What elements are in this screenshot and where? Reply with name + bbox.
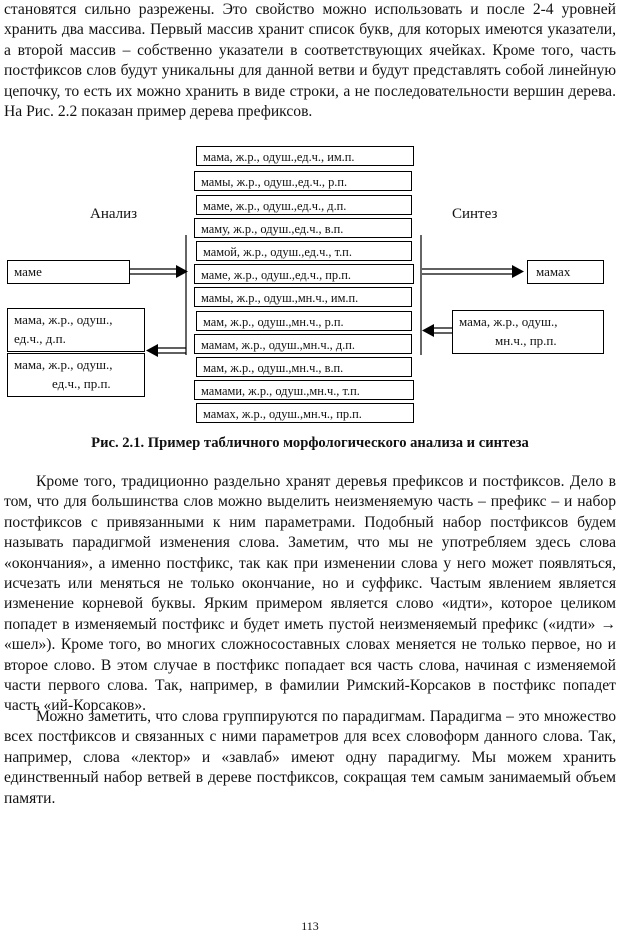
table-row: мамой, ж.р., одуш.,ед.ч., т.п. (196, 241, 412, 261)
arrow-input-to-table (130, 265, 188, 278)
table-row: мамы, ж.р., одуш.,ед.ч., р.п. (194, 171, 412, 191)
synthesis-input-box: мама, ж.р., одуш., мн.ч., пр.п. (452, 310, 604, 354)
table-row: мама, ж.р., одуш.,ед.ч., им.п. (196, 146, 414, 166)
analysis-result-box-1: мама, ж.р., одуш., ед.ч., д.п. (7, 308, 145, 352)
arrow-table-to-output (422, 265, 524, 278)
table-row: маме, ж.р., одуш.,ед.ч., пр.п. (194, 264, 414, 284)
synthesis-output-box: мамах (527, 260, 604, 284)
label-analysis: Анализ (90, 206, 138, 222)
body-paragraph-3: Можно заметить, что слова группируются по парадигмам. Парадигма – это множество всех постфиксов и связанных с ними параметров для всех словоформ данного слова. Так, например, слова «лектор» и «завлаб» имеют одну парадигму. Мы можем хранить единственный набор ветвей в дереве постфиксов, сокращая тем самым занимаемый объем памяти. (4, 708, 616, 807)
table-row: мамами, ж.р., одуш.,мн.ч., т.п. (194, 380, 414, 400)
table-row: маму, ж.р., одуш.,ед.ч., в.п. (194, 218, 412, 238)
page-number: 113 (301, 919, 319, 933)
table-row: маме, ж.р., одуш.,ед.ч., д.п. (196, 195, 412, 215)
body-paragraph-2: Кроме того, традиционно раздельно хранят деревья префиксов и постфиксов. Дело в том, что для большинства слов можно выделить неизменяемую часть – префикс – и набор постфиксов с привязанными к ним параметрами. Подобный набор постфиксов будем называть парадигмой изменения слова. Заметим, что мы не употребляем здесь слова «окончания», а именно постфикс, так как при изменении слова у него может появляться, исчезать или меняться не только окончание, но и суффикс. Частым явлением является изменение корневой буквы. Ярким примером является слово «идти», которое целиком попадет в изменяемый постфикс и будет иметь пустой неизменяемый префикс («идти» → «шел»). Кроме того, во многих сложносоставных словах меняется не только первое, но и второе слово. В этом случае в постфикс попадает вся часть слова, начиная с изменяемой части первого слова. Так, например, в фамилии Римский-Корсаков в постфикс попадет часть «ий-Корсаков». (4, 473, 616, 715)
morphology-figure (0, 140, 620, 430)
table-row: мам, ж.р., одуш.,мн.ч., р.п. (196, 311, 412, 331)
analysis-result-box-2: мама, ж.р., одуш., ед.ч., пр.п. (7, 353, 145, 397)
figure-caption: Рис. 2.1. Пример табличного морфологического анализа и синтеза (91, 435, 529, 451)
label-synthesis: Синтез (452, 206, 498, 222)
table-row: мамам, ж.р., одуш.,мн.ч., д.п. (194, 334, 412, 354)
intro-paragraph: становятся сильно разрежены. Это свойство можно использовать и после 2-4 уровней хранить два массива. Первый массив хранит список букв, для которых имеются указатели, а второй массив – собственно указатели в соответствующих ячейках. Кроме того, часть постфиксов слов будут уникальны для данной ветви и будут представлять собой линейную цепочку, то есть их можно хранить в виде строки, а не последовательности вершин дерева. На Рис. 2.2 показан пример дерева префиксов. (4, 1, 616, 121)
arrow-params-to-table (422, 324, 452, 337)
table-row: мам, ж.р., одуш.,мн.ч., в.п. (196, 357, 412, 377)
table-row: мамы, ж.р., одуш.,мн.ч., им.п. (194, 287, 412, 307)
table-row: мамах, ж.р., одуш.,мн.ч., пр.п. (196, 403, 414, 423)
arrow-table-to-results (146, 344, 186, 357)
analysis-input-box: маме (7, 260, 130, 284)
